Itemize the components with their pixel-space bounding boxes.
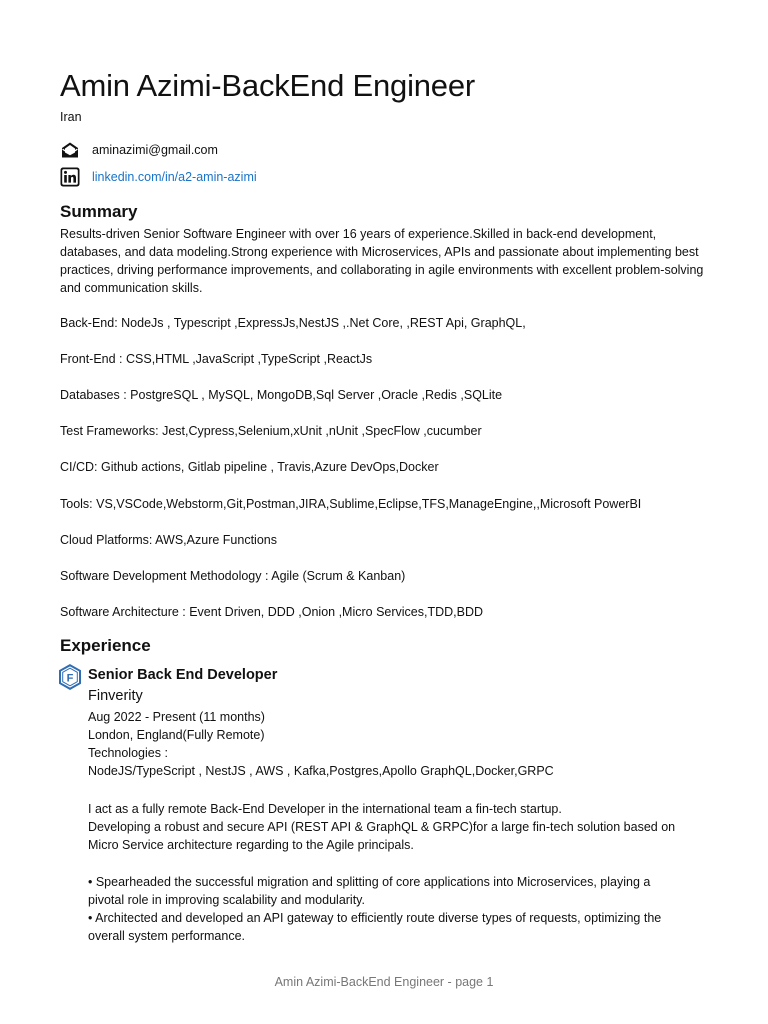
job-bullet: • Spearheaded the successful migration and splitting of core applications into Microservices, playing a pivotal role in improving scalability and modularity.	[88, 875, 651, 907]
skill-line-test-frameworks: Test Frameworks: Jest,Cypress,Selenium,xUnit ,nUnit ,SpecFlow ,cucumber	[60, 424, 482, 438]
email-row	[60, 140, 218, 160]
linkedin-icon	[60, 167, 80, 187]
skill-line-frontend: Front-End : CSS,HTML ,JavaScript ,TypeScript ,ReactJs	[60, 352, 373, 366]
company-name: Finverity	[88, 688, 143, 704]
linkedin-link[interactable]: linkedin.com/in/a2-amin-azimi	[92, 170, 257, 184]
job-tech-label: Technologies :	[88, 746, 168, 760]
summary-text: Results-driven Senior Software Engineer with over 16 years of experience.Skilled in back-end development, databases, and data modeling.Strong experience with Microservices, APIs and passionate about implementing best practices, driving performance improvements, and collaborating in agile environments with excellent problem-solving and communication skills.	[60, 227, 704, 295]
email-text: aminazimi@gmail.com	[92, 143, 218, 157]
skill-line-cloud: Cloud Platforms: AWS,Azure Functions	[60, 533, 277, 547]
skill-line-architecture: Software Architecture : Event Driven, DDD ,Onion ,Micro Services,TDD,BDD	[60, 605, 484, 619]
company-logo-letter: F	[66, 672, 74, 685]
job-location: London, England(Fully Remote)	[88, 728, 265, 742]
job-bullet: • Architected and developed an API gateway to efficiently route diverse types of requests, optimizing the overall system performance.	[88, 911, 662, 943]
summary-heading: Summary	[60, 202, 138, 221]
job-dates: Aug 2022 - Present (11 months)	[88, 710, 265, 724]
skill-line-tools: Tools: VS,VSCode,Webstorm,Git,Postman,JIRA,Sublime,Eclipse,TFS,ManageEngine,,Microsoft PowerBI	[60, 497, 642, 511]
company-logo-icon	[58, 664, 82, 690]
envelope-icon	[60, 140, 80, 160]
job-description: I act as a fully remote Back-End Developer in the international team a fin-tech startup. Developing a robust and secure API (REST API & GraphQL & GRPC)for a large fin-tech solution based on Micro Service architecture regarding to the Agile principals.	[88, 802, 676, 852]
skill-line-cicd: CI/CD: Github actions, Gitlab pipeline , Travis,Azure DevOps,Docker	[60, 460, 439, 474]
skill-line-databases: Databases : PostgreSQL , MySQL, MongoDB,Sql Server ,Oracle ,Redis ,SQLite	[60, 388, 503, 402]
page-footer: Amin Azimi-BackEnd Engineer - page 1	[274, 975, 494, 989]
linkedin-row	[60, 167, 257, 187]
skill-line-backend: Back-End: NodeJs , Typescript ,ExpressJs,NestJS ,.Net Core, ,REST Api, GraphQL,	[60, 316, 526, 330]
experience-heading: Experience	[60, 636, 151, 655]
job-tech-stack: NodeJS/TypeScript , NestJS , AWS , Kafka,Postgres,Apollo GraphQL,Docker,GRPC	[88, 764, 554, 778]
page-title: Amin Azimi-BackEnd Engineer	[60, 68, 476, 103]
job-title: Senior Back End Developer	[88, 667, 278, 683]
location-text: Iran	[60, 110, 82, 124]
skill-line-methodology: Software Development Methodology : Agile (Scrum & Kanban)	[60, 569, 406, 583]
